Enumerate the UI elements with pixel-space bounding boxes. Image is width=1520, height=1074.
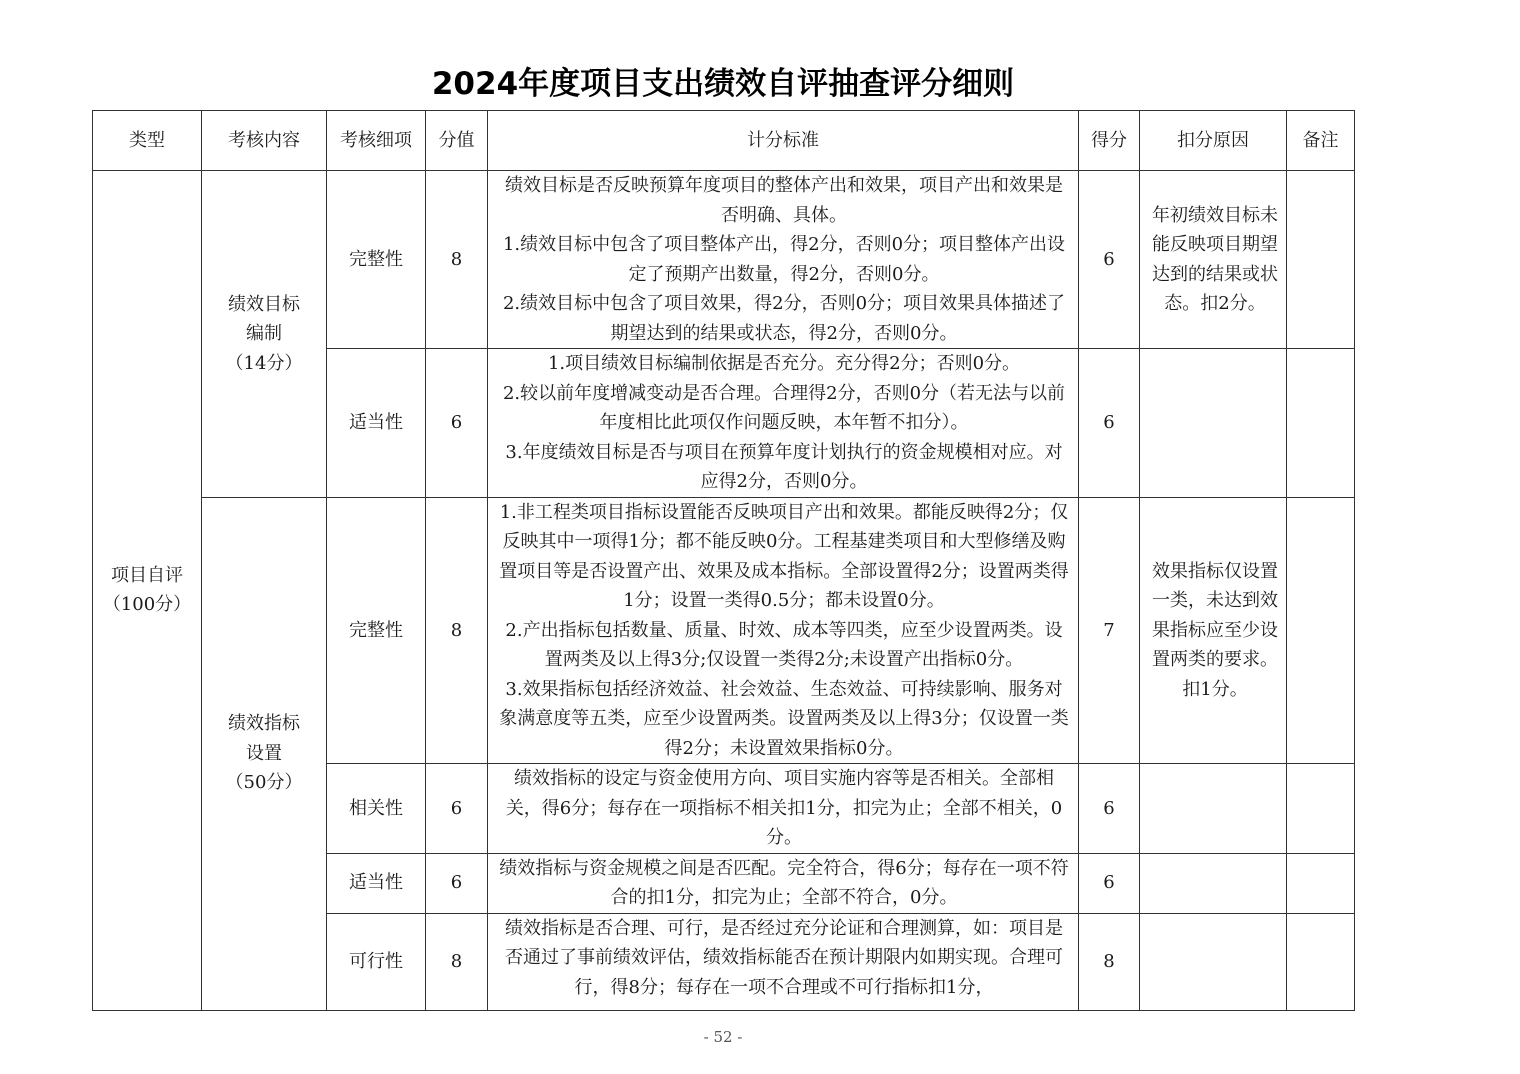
value-cell: 6 <box>426 853 488 913</box>
criteria-text: 1.非工程类项目指标设置能否反映项目产出和效果。都能反映得2分；仅反映其中一项得1分；都不能反映0分。工程基建类项目和大型修缮及购置项目等是否设置产出、效果及成本指标。全部设置得2分；设置两类得1分；设置一类得0.5分；都未设置0分。 <box>499 501 1069 611</box>
header-score: 得分 <box>1079 111 1140 171</box>
header-content: 考核内容 <box>202 111 327 171</box>
criteria-text: 2.绩效目标中包含了项目效果，得2分，否则0分；项目效果具体描述了期望达到的结果或状态，得2分，否则0分。 <box>502 293 1066 344</box>
value-cell: 6 <box>426 764 488 854</box>
criteria-text: 3.效果指标包括经济效益、社会效益、生态效益、可持续影响、服务对象满意度等五类，应至少设置两类。设置两类及以上得3分；仅设置一类得2分；未设置效果指标0分。 <box>499 678 1069 759</box>
item-cell: 完整性 <box>327 497 426 764</box>
value-cell: 8 <box>426 913 488 1010</box>
category-label: 项目自评 <box>111 564 183 586</box>
score-cell: 6 <box>1079 349 1140 498</box>
header-reason: 扣分原因 <box>1140 111 1287 171</box>
criteria-text: 绩效目标是否反映预算年度项目的整体产出和效果，项目产出和效果是否明确、具体。 <box>505 175 1063 226</box>
content-label: 绩效指标 <box>228 713 300 735</box>
item-cell: 完整性 <box>327 171 426 349</box>
criteria-text: 2.较以前年度增减变动是否合理。合理得2分，否则0分（若无法与以前年度相比此项仅作问题反映，本年暂不扣分）。 <box>502 382 1066 433</box>
content-label: 绩效目标 <box>228 293 300 315</box>
criteria-text: 绩效指标的设定与资金使用方向、项目实施内容等是否相关。全部相关，得6分；每存在一项指标不相关扣1分，扣完为止；全部不相关，0分。 <box>505 768 1063 848</box>
criteria-text: 3.年度绩效目标是否与项目在预算年度计划执行的资金规模相对应。对应得2分，否则0分。 <box>505 441 1063 492</box>
header-value: 分值 <box>426 111 488 171</box>
criteria-text: 2.产出指标包括数量、质量、时效、成本等四类，应至少设置两类。设置两类及以上得3分;仅设置一类得2分;未设置产出指标0分。 <box>505 619 1063 670</box>
score-cell: 6 <box>1079 853 1140 913</box>
item-cell: 相关性 <box>327 764 426 854</box>
header-criteria: 计分标准 <box>488 111 1079 171</box>
criteria-cell <box>488 349 1079 498</box>
content-label: 编制 <box>246 323 282 344</box>
page-title: 2024年度项目支出绩效自评抽查评分细则 <box>431 66 1015 102</box>
page-number: - 52 - <box>703 1028 743 1046</box>
note-cell <box>1287 497 1355 764</box>
reason-cell <box>1140 764 1287 854</box>
reason-text: 效果指标仅设置一类，未达到效果指标应至少设置两类的要求。扣1分。 <box>1152 560 1278 700</box>
criteria-cell <box>488 764 1079 854</box>
item-cell: 可行性 <box>327 913 426 1010</box>
header-type: 类型 <box>93 111 202 171</box>
header-item: 考核细项 <box>327 111 426 171</box>
category-cell <box>93 171 202 1011</box>
criteria-cell <box>488 171 1079 349</box>
header-row <box>93 111 1355 171</box>
criteria-text: 绩效指标是否合理、可行，是否经过充分论证和合理测算，如：项目是否通过了事前绩效评估，绩效指标能否在预计期限内如期实现。合理可行，得8分；每存在一项不合理或不可行指标扣1分， <box>505 917 1063 998</box>
note-cell <box>1287 171 1355 349</box>
score-cell: 6 <box>1079 764 1140 854</box>
header-note: 备注 <box>1287 111 1355 171</box>
item-cell: 适当性 <box>327 349 426 498</box>
reason-cell <box>1140 497 1287 764</box>
criteria-cell <box>488 497 1079 764</box>
table-row <box>93 497 1355 764</box>
reason-cell <box>1140 349 1287 498</box>
content-cell-indicators <box>202 497 327 1010</box>
content-points: （14分） <box>225 352 303 374</box>
note-cell <box>1287 913 1355 1010</box>
reason-cell <box>1140 913 1287 1010</box>
scoring-table <box>92 110 1355 1011</box>
reason-cell <box>1140 853 1287 913</box>
note-cell <box>1287 853 1355 913</box>
value-cell: 6 <box>426 349 488 498</box>
item-cell: 适当性 <box>327 853 426 913</box>
reason-text: 年初绩效目标未能反映项目期望达到的结果或状态。扣2分。 <box>1152 204 1278 314</box>
note-cell <box>1287 764 1355 854</box>
value-cell: 8 <box>426 171 488 349</box>
table-row <box>93 171 1355 349</box>
criteria-cell <box>488 853 1079 913</box>
score-cell: 6 <box>1079 171 1140 349</box>
criteria-text: 绩效指标与资金规模之间是否匹配。完全符合，得6分；每存在一项不符合的扣1分，扣完为止；全部不符合，0分。 <box>499 857 1069 908</box>
score-cell: 8 <box>1079 913 1140 1010</box>
criteria-text: 1.绩效目标中包含了项目整体产出，得2分，否则0分；项目整体产出设定了预期产出数量，得2分，否则0分。 <box>502 234 1066 285</box>
criteria-text: 1.项目绩效目标编制依据是否充分。充分得2分；否则0分。 <box>547 353 1021 374</box>
value-cell: 8 <box>426 497 488 764</box>
category-points: （100分） <box>102 594 192 616</box>
content-cell-goals <box>202 171 327 498</box>
content-label: 设置 <box>246 742 282 764</box>
note-cell <box>1287 349 1355 498</box>
reason-cell <box>1140 171 1287 349</box>
score-cell: 7 <box>1079 497 1140 764</box>
criteria-cell <box>488 913 1079 1010</box>
content-points: （50分） <box>225 772 303 794</box>
